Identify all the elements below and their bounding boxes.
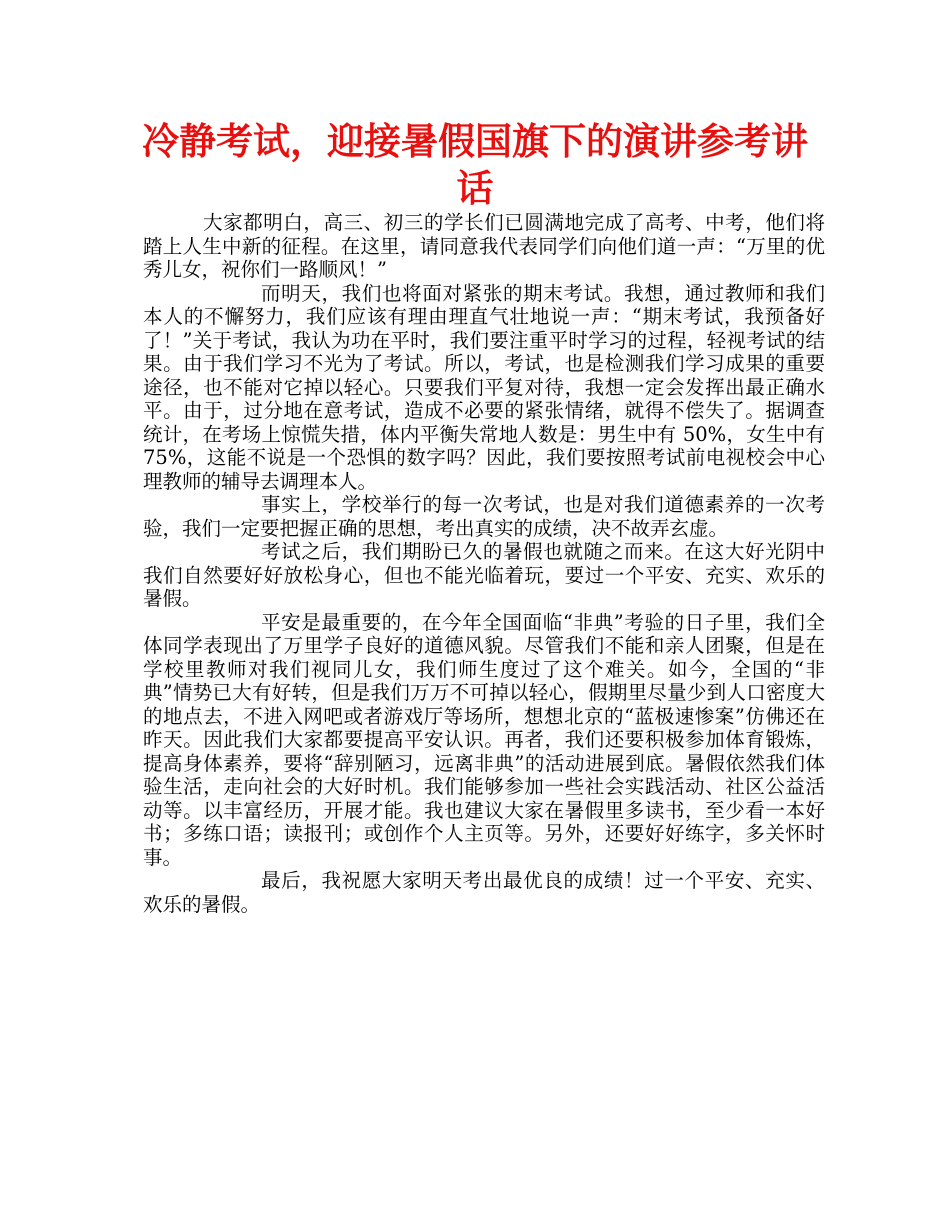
paragraph: 事实上，学校举行的每一次考试，也是对我们道德素养的一次考验，我们一定要把握正确的思想，考出真实的成绩，决不故弄玄虚。 [143, 493, 825, 540]
paragraph: 最后，我祝愿大家明天考出最优良的成绩！过一个平安、充实、欢乐的暑假。 [143, 869, 825, 916]
paragraph: 平安是最重要的，在今年全国面临“非典”考验的日子里，我们全体同学表现出了万里学子良好的道德风貌。尽管我们不能和亲人团聚，但是在学校里教师对我们视同儿女，我们师生度过了这个难关。如今，全国的“非典”情势已大有好转，但是我们万万不可掉以轻心，假期里尽量少到人口密度大的地点去，不进入网吧或者游戏厅等场所，想想北京的“蓝极速惨案”仿佛还在昨天。因此我们大家都要提高平安认识。再者，我们还要积极参加体育锻炼，提高身体素养，要将“辞别陋习，远离非典”的活动进展到底。暑假依然我们体验生活，走向社会的大好时机。我们能够参加一些社会实践活动、社区公益活动等。以丰富经历，开展才能。我也建议大家在暑假里多读书，至少看一本好书；多练口语；读报刊；或创作个人主页等。另外，还要好好练字，多关怀时事。 [143, 610, 825, 869]
paragraph: 考试之后，我们期盼已久的暑假也就随之而来。在这大好光阴中我们自然要好好放松身心，但也不能光临着玩，要过一个平安、充实、欢乐的暑假。 [143, 540, 825, 610]
document-title: 冷静考试，迎接暑假国旗下的演讲参考讲话 [142, 120, 808, 210]
document-body [143, 211, 825, 916]
paragraph: 而明天，我们也将面对紧张的期末考试。我想，通过教师和我们本人的不懈努力，我们应该有理由理直气壮地说一声：“期末考试，我预备好了！”关于考试，我认为功在平时，我们要注重平时学习的过程，轻视考试的结果。由于我们学习不光为了考试。所以，考试，也是检测我们学习成果的重要途径，也不能对它掉以轻心。只要我们平复对待，我想一定会发挥出最正确水平。由于，过分地在意考试，造成不必要的紧张情绪，就得不偿失了。据调查统计，在考场上惊慌失措，体内平衡失常地人数是：男生中有 50%，女生中有 75%，这能不说是一个恐惧的数字吗？因此，我们要按照考试前电视校会中心理教师的辅导去调理本人。 [143, 281, 825, 493]
paragraph: 大家都明白，高三、初三的学长们已圆满地完成了高考、中考，他们将踏上人生中新的征程。在这里，请同意我代表同学们向他们道一声：“万里的优秀儿女，祝你们一路顺风！” [143, 211, 825, 281]
